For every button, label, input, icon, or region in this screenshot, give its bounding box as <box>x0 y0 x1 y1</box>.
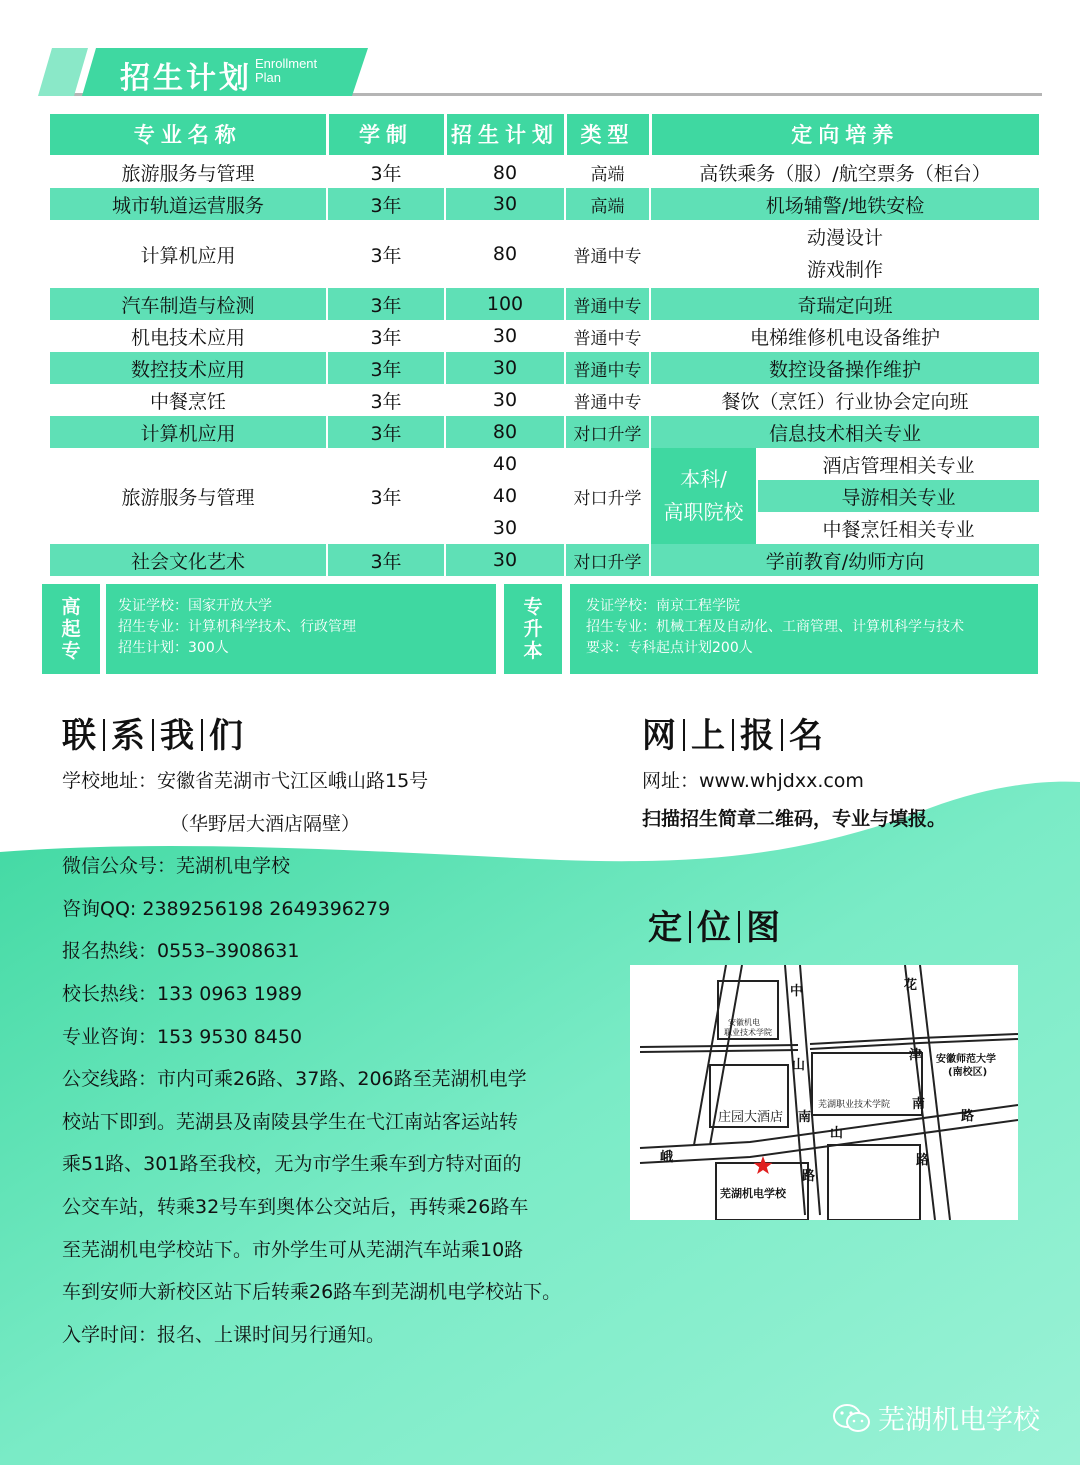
tag-char: 高 <box>61 596 81 618</box>
map-label: 安徽师范大学 <box>936 1054 996 1065</box>
heading-char: 网 <box>642 716 677 756</box>
tag-char: 专 <box>523 596 543 618</box>
cell-type: 普通中专 <box>565 288 650 320</box>
map-label: 中 <box>790 984 804 999</box>
map-heading <box>648 900 781 949</box>
map-label: (南校区) <box>948 1067 988 1078</box>
plan-value: 40 <box>492 485 518 507</box>
zhuanshengben-tag <box>504 584 562 674</box>
map-label: 芜湖职业技术学院 <box>818 1100 891 1110</box>
cell-type: 普通中专 <box>565 220 650 288</box>
cell-major: 计算机应用 <box>50 220 327 288</box>
header-type: 类型 <box>565 114 650 156</box>
heading-char: 系 <box>111 716 146 756</box>
map-label: 路 <box>961 1109 975 1124</box>
cell-target: 高铁乘务（服）/航空票务（柜台） <box>650 156 1039 188</box>
map-label: 南 <box>912 1097 926 1112</box>
map-label: 津 <box>909 1048 923 1063</box>
table-row <box>50 416 1039 448</box>
cell-institution <box>650 448 757 544</box>
cell-type: 普通中专 <box>565 352 650 384</box>
qq-numbers: 咨询QQ: 2389256198 2649396279 <box>62 897 391 920</box>
cell-major: 汽车制造与检测 <box>50 288 327 320</box>
info-line: 招生专业：计算机科学技术、行政管理 <box>118 619 356 635</box>
cell-target: 机场辅警/地铁安检 <box>650 188 1039 220</box>
map-label: 芜湖机电学校 <box>720 1187 786 1200</box>
map-label: 山 <box>792 1058 806 1073</box>
cell-plan: 30 <box>445 188 565 220</box>
section-banner <box>38 48 368 96</box>
cell-major: 社会文化艺术 <box>50 544 327 576</box>
table-row <box>50 544 1039 576</box>
online-heading <box>642 708 824 757</box>
contact-heading <box>62 708 244 757</box>
website-link[interactable]: 网址：www.whjdxx.com <box>642 770 864 792</box>
institution-line: 本科/ <box>680 467 727 491</box>
bus-line: 车到安师大新校区站下后转乘26路车到芜湖机电学校站下。 <box>62 1281 562 1304</box>
map-label: 职业技术学院 <box>724 1028 772 1037</box>
cell-plan: 30 <box>445 384 565 416</box>
cell-plan: 80 <box>445 416 565 448</box>
cell-years: 3年 <box>327 544 445 576</box>
enroll-hotline: 报名热线：0553–3908631 <box>62 940 300 963</box>
table-row <box>50 220 1039 288</box>
tag-char: 升 <box>523 618 543 640</box>
banner-english-line1: Enrollment <box>255 56 318 71</box>
header-major: 专业名称 <box>50 114 327 156</box>
heading-char: 位 <box>697 908 732 948</box>
cell-target: 学前教育/幼师方向 <box>650 544 1039 576</box>
cell-type: 高端 <box>565 156 650 188</box>
tag-char: 专 <box>61 640 81 662</box>
gaoqizhuan-info <box>106 584 496 674</box>
plan-value: 30 <box>492 517 518 539</box>
cell-target: 奇瑞定向班 <box>650 288 1039 320</box>
header-target: 定向培养 <box>650 114 1039 156</box>
cell-years: 3年 <box>327 448 445 544</box>
table-row <box>50 352 1039 384</box>
cell-years: 3年 <box>327 320 445 352</box>
info-line: 招生计划：300人 <box>118 640 229 656</box>
cell-major: 计算机应用 <box>50 416 327 448</box>
table-header-row <box>50 114 1039 156</box>
cell-type: 高端 <box>565 188 650 220</box>
cell-plan: 30 <box>445 320 565 352</box>
cell-years: 3年 <box>327 156 445 188</box>
heading-divider <box>781 719 783 751</box>
heading-char: 定 <box>648 908 683 948</box>
cell-plan: 100 <box>445 288 565 320</box>
cell-target: 中餐烹饪相关专业 <box>757 512 1039 544</box>
cell-type: 对口升学 <box>565 416 650 448</box>
cell-years: 3年 <box>327 288 445 320</box>
target-line: 游戏制作 <box>806 259 883 281</box>
heading-divider <box>201 719 203 751</box>
bus-line: 校站下即到。芜湖县及南陵县学生在弋江南站客运站转 <box>62 1110 519 1133</box>
map-label: 南 <box>798 1110 812 1125</box>
contact-info <box>62 765 561 1361</box>
zhuanshengben-info <box>570 584 1038 674</box>
cell-plan <box>445 448 565 544</box>
cell-target: 酒店管理相关专业 <box>757 448 1039 480</box>
tag-char: 本 <box>523 640 543 662</box>
cell-major: 旅游服务与管理 <box>50 156 327 188</box>
qr-note: 扫描招生简章二维码，专业与填报。 <box>642 808 947 830</box>
map-label: 路 <box>916 1153 930 1168</box>
map-label: 山 <box>830 1126 844 1141</box>
header-plan: 招生计划 <box>445 114 565 156</box>
heading-char: 们 <box>209 716 244 756</box>
info-line: 招生专业：机械工程及自动化、工商管理、计算机科学与技术 <box>586 619 964 635</box>
heading-char: 图 <box>746 908 781 948</box>
table-row <box>50 448 1039 480</box>
principal-hotline: 校长热线：133 0963 1989 <box>62 982 303 1005</box>
cell-plan: 80 <box>445 156 565 188</box>
heading-char: 联 <box>62 716 97 756</box>
heading-divider <box>683 719 685 751</box>
watermark-text: 芜湖机电学校 <box>878 1405 1040 1436</box>
bus-line: 公交线路：市内可乘26路、37路、206路至芜湖机电学 <box>62 1068 527 1091</box>
cell-type: 普通中专 <box>565 320 650 352</box>
cell-years: 3年 <box>327 416 445 448</box>
table-row <box>50 156 1039 188</box>
map-label: 路 <box>802 1169 816 1184</box>
cell-plan: 30 <box>445 352 565 384</box>
cell-target: 电梯维修机电设备维护 <box>650 320 1039 352</box>
table-row <box>50 320 1039 352</box>
cell-major: 旅游服务与管理 <box>50 448 327 544</box>
heading-char: 名 <box>789 716 824 756</box>
location-map <box>630 965 1018 1220</box>
banner-english <box>255 57 317 85</box>
info-line: 要求：专科起点计划200人 <box>586 640 753 656</box>
table-row <box>50 384 1039 416</box>
info-line: 发证学校：国家开放大学 <box>118 598 272 614</box>
address-note: （华野居大酒店隔壁） <box>170 812 361 835</box>
plan-value: 40 <box>492 453 518 475</box>
school-address: 学校地址：安徽省芜湖市弋江区峨山路15号 <box>62 770 429 792</box>
heading-char: 我 <box>160 716 195 756</box>
table-row <box>50 188 1039 220</box>
wechat-watermark <box>832 1398 1040 1437</box>
cell-years: 3年 <box>327 220 445 288</box>
bus-line: 乘51路、301路至我校，无为市学生乘车到方特对面的 <box>62 1153 522 1176</box>
cell-years: 3年 <box>327 352 445 384</box>
cell-major: 数控技术应用 <box>50 352 327 384</box>
heading-divider <box>689 911 691 943</box>
wechat-icon <box>832 1403 872 1435</box>
banner-title: 招生计划 <box>120 61 252 96</box>
wechat-account: 微信公众号：芜湖机电学校 <box>62 855 291 878</box>
map-label: 庄园大酒店 <box>718 1110 784 1125</box>
enroll-time: 入学时间：报名、上课时间另行通知。 <box>62 1323 386 1346</box>
heading-divider <box>152 719 154 751</box>
cell-type: 普通中专 <box>565 384 650 416</box>
heading-divider <box>738 911 740 943</box>
online-info <box>642 765 946 841</box>
enrollment-table <box>50 114 1039 576</box>
bus-line: 公交车站，转乘32号车到奥体公交站后，再转乘26路车 <box>62 1195 529 1218</box>
heading-divider <box>732 719 734 751</box>
cell-major: 城市轨道运营服务 <box>50 188 327 220</box>
cell-type: 对口升学 <box>565 448 650 544</box>
cell-target <box>650 220 1039 288</box>
table-row <box>50 288 1039 320</box>
cell-major: 机电技术应用 <box>50 320 327 352</box>
info-line: 发证学校：南京工程学院 <box>586 598 740 614</box>
institution-line: 高职院校 <box>663 500 744 524</box>
tag-char: 起 <box>61 618 81 640</box>
banner-english-line2: Plan <box>255 70 282 85</box>
cell-target: 餐饮（烹饪）行业协会定向班 <box>650 384 1039 416</box>
cell-years: 3年 <box>327 188 445 220</box>
cell-plan: 30 <box>445 544 565 576</box>
school-star-icon <box>754 1156 773 1174</box>
map-label: 峨 <box>660 1150 674 1165</box>
bus-line: 至芜湖机电学校站下。市外学生可从芜湖汽车站乘10路 <box>62 1238 524 1261</box>
major-consult: 专业咨询：153 9530 8450 <box>62 1025 303 1048</box>
cell-plan: 80 <box>445 220 565 288</box>
heading-char: 上 <box>691 716 726 756</box>
cell-major: 中餐烹饪 <box>50 384 327 416</box>
gaoqizhuan-tag <box>42 584 100 674</box>
map-label: 花 <box>904 978 918 993</box>
header-years: 学制 <box>327 114 445 156</box>
cell-target: 导游相关专业 <box>757 480 1039 512</box>
cell-target: 信息技术相关专业 <box>650 416 1039 448</box>
heading-char: 报 <box>740 716 775 756</box>
cell-target: 数控设备操作维护 <box>650 352 1039 384</box>
cell-type: 对口升学 <box>565 544 650 576</box>
target-line: 动漫设计 <box>806 227 883 249</box>
cell-years: 3年 <box>327 384 445 416</box>
heading-divider <box>103 719 105 751</box>
map-label: 安徽机电 <box>728 1018 760 1027</box>
